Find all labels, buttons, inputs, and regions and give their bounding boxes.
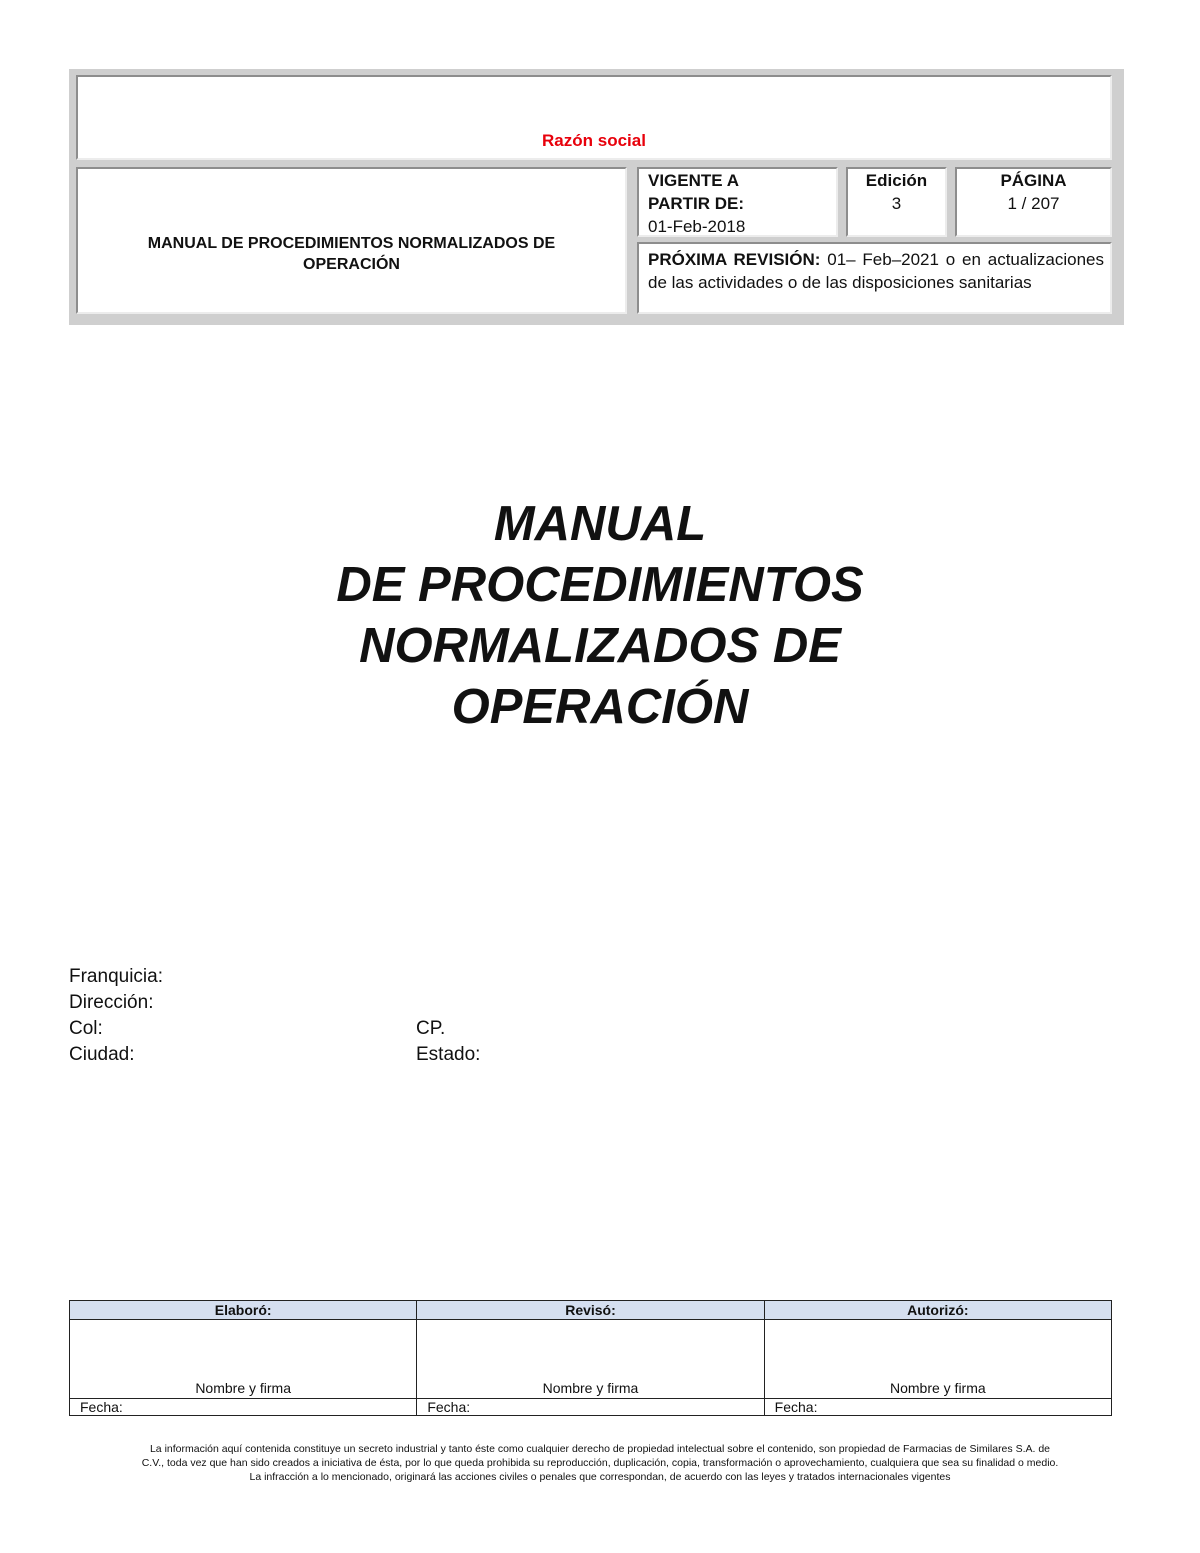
title-line2: DE PROCEDIMIENTOS (336, 558, 864, 612)
autorizo-signature: Nombre y firma (764, 1320, 1111, 1399)
vigente-label-line1: VIGENTE A (648, 171, 739, 190)
signature-date-row (70, 1399, 1112, 1416)
manual-title-cell (76, 167, 627, 314)
estado-label: Estado: (416, 1044, 481, 1065)
pagina-cell (955, 167, 1112, 237)
revision-text (648, 248, 1104, 294)
header-manual-title (78, 233, 625, 275)
edicion-label: Edición (865, 171, 928, 190)
title-line1: MANUAL (493, 497, 707, 551)
header-manual-title-line2: OPERACIÓN (303, 256, 400, 273)
revision-value: 01– Feb–2021 o en actualizaciones de las actividades o de las disposiciones sanitarias (648, 250, 1104, 292)
pagina-label: PÁGINA (1000, 171, 1067, 190)
vigente-value: 01-Feb-2018 (648, 217, 746, 236)
reviso-signature: Nombre y firma (417, 1320, 764, 1399)
company-name: Razón social (542, 131, 646, 150)
elaboro-date: Fecha: (70, 1399, 417, 1416)
vigente-label-line2: PARTIR DE: (648, 194, 745, 213)
col-label: Col: (69, 1018, 103, 1039)
title-line4: OPERACIÓN (451, 680, 749, 734)
edicion-cell (846, 167, 947, 237)
autorizo-date: Fecha: (764, 1399, 1111, 1416)
company-cell (76, 75, 1112, 160)
pagina-value: 1 / 207 (1007, 194, 1060, 213)
footer-line1: La información aquí contenida constituye un secreto industrial y tanto éste como cualquier derecho de propiedad intelectual sobre el contenido, son propiedad de Farmacias de Similares S.A. de (149, 1443, 1051, 1455)
vigente-cell (637, 167, 838, 237)
cp-label: CP. (416, 1018, 446, 1039)
revision-cell (637, 242, 1112, 314)
address-block (69, 964, 669, 1068)
footer-line3: La infracción a lo mencionado, originará las acciones civiles o penales que correspondan, de acuerdo con las leyes y tratados internacionales vigentes (249, 1471, 951, 1483)
direccion-label: Dirección: (69, 992, 154, 1013)
signature-header-row (70, 1301, 1112, 1320)
signature-name-row (70, 1320, 1112, 1399)
elaboro-signature: Nombre y firma (70, 1320, 417, 1399)
signature-table (69, 1300, 1112, 1416)
edicion-value: 3 (891, 194, 902, 213)
ciudad-label: Ciudad: (69, 1044, 135, 1065)
confidentiality-footer (80, 1442, 1120, 1484)
document-title (0, 494, 1200, 738)
footer-line2: C.V., toda vez que han sido creados a iniciativa de ésta, por lo que queda prohibida su reproducción, duplicación, copia, transformación o aprovechamiento, cualquiera que sea su finalidad o medio. (141, 1457, 1059, 1469)
autorizo-header: Autorizó: (764, 1301, 1111, 1320)
reviso-date: Fecha: (417, 1399, 764, 1416)
document-header (69, 69, 1124, 325)
elaboro-header: Elaboró: (70, 1301, 417, 1320)
franquicia-label: Franquicia: (69, 966, 163, 987)
title-line3: NORMALIZADOS DE (359, 619, 841, 673)
reviso-header: Revisó: (417, 1301, 764, 1320)
revision-label: PRÓXIMA REVISIÓN: (648, 250, 821, 269)
header-manual-title-line1: MANUAL DE PROCEDIMIENTOS NORMALIZADOS DE (147, 235, 556, 252)
